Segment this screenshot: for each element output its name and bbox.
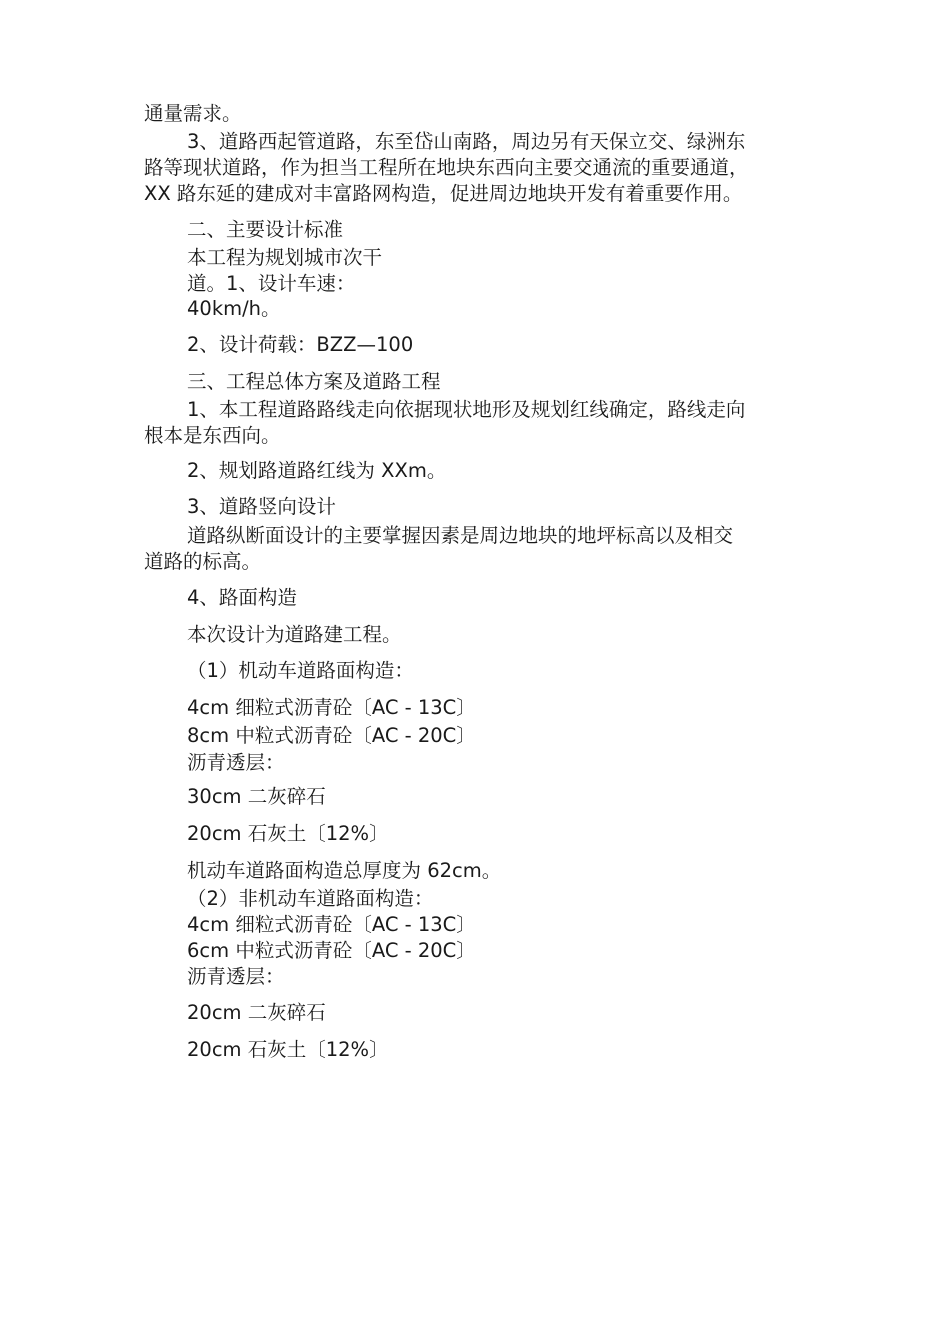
- text-line: 本工程为规划城市次干: [187, 246, 383, 269]
- text-line: 30cm 二灰碎石: [187, 785, 326, 808]
- text-line: XX 路东延的建成对丰富路网构造，促进周边地块开发有着重要作用。: [144, 182, 743, 205]
- text-line: （1）机动车道路面构造：: [187, 659, 414, 682]
- text-line: （2）非机动车道路面构造：: [187, 887, 434, 910]
- text-line: 沥青透层：: [187, 751, 285, 774]
- text-line: 3、道路竖向设计: [187, 495, 336, 518]
- text-line: 4、路面构造: [187, 586, 297, 609]
- text-line: 2、规划路道路红线为 XXm。: [187, 459, 447, 482]
- text-line: 4cm 细粒式沥青砼〔AC - 13C〕: [187, 913, 476, 936]
- text-line: 道路的标高。: [144, 550, 262, 573]
- text-line: 1、本工程道路路线走向依据现状地形及规划红线确定，路线走向: [187, 398, 746, 421]
- text-line: 20cm 石灰土〔12%〕: [187, 822, 389, 845]
- text-line: 道路纵断面设计的主要掌握因素是周边地块的地坪标高以及相交: [187, 524, 734, 547]
- text-line: 本次设计为道路建工程。: [187, 623, 402, 646]
- text-line: 20cm 石灰土〔12%〕: [187, 1038, 389, 1061]
- text-line: 2、设计荷载：BZZ—100: [187, 333, 414, 356]
- text-line: 20cm 二灰碎石: [187, 1001, 326, 1024]
- text-line: 8cm 中粒式沥青砼〔AC - 20C〕: [187, 724, 476, 747]
- section-heading: 二、主要设计标准: [187, 218, 344, 241]
- text-line: 道。1、设计车速：: [187, 272, 356, 295]
- text-line: 根本是东西向。: [144, 424, 281, 447]
- text-line: 机动车道路面构造总厚度为 62cm。: [187, 859, 502, 882]
- text-line: 沥青透层：: [187, 965, 285, 988]
- section-heading: 三、工程总体方案及道路工程: [187, 370, 441, 393]
- text-line: 4cm 细粒式沥青砼〔AC - 13C〕: [187, 696, 476, 719]
- text-line: 40km/h。: [187, 297, 281, 320]
- text-line: 6cm 中粒式沥青砼〔AC - 20C〕: [187, 939, 476, 962]
- text-line: 通量需求。: [144, 102, 242, 125]
- text-line: 路等现状道路，作为担当工程所在地块东西向主要交通流的重要通道，: [144, 156, 749, 179]
- text-line: 3、道路西起管道路，东至岱山南路，周边另有天保立交、绿洲东: [187, 130, 746, 153]
